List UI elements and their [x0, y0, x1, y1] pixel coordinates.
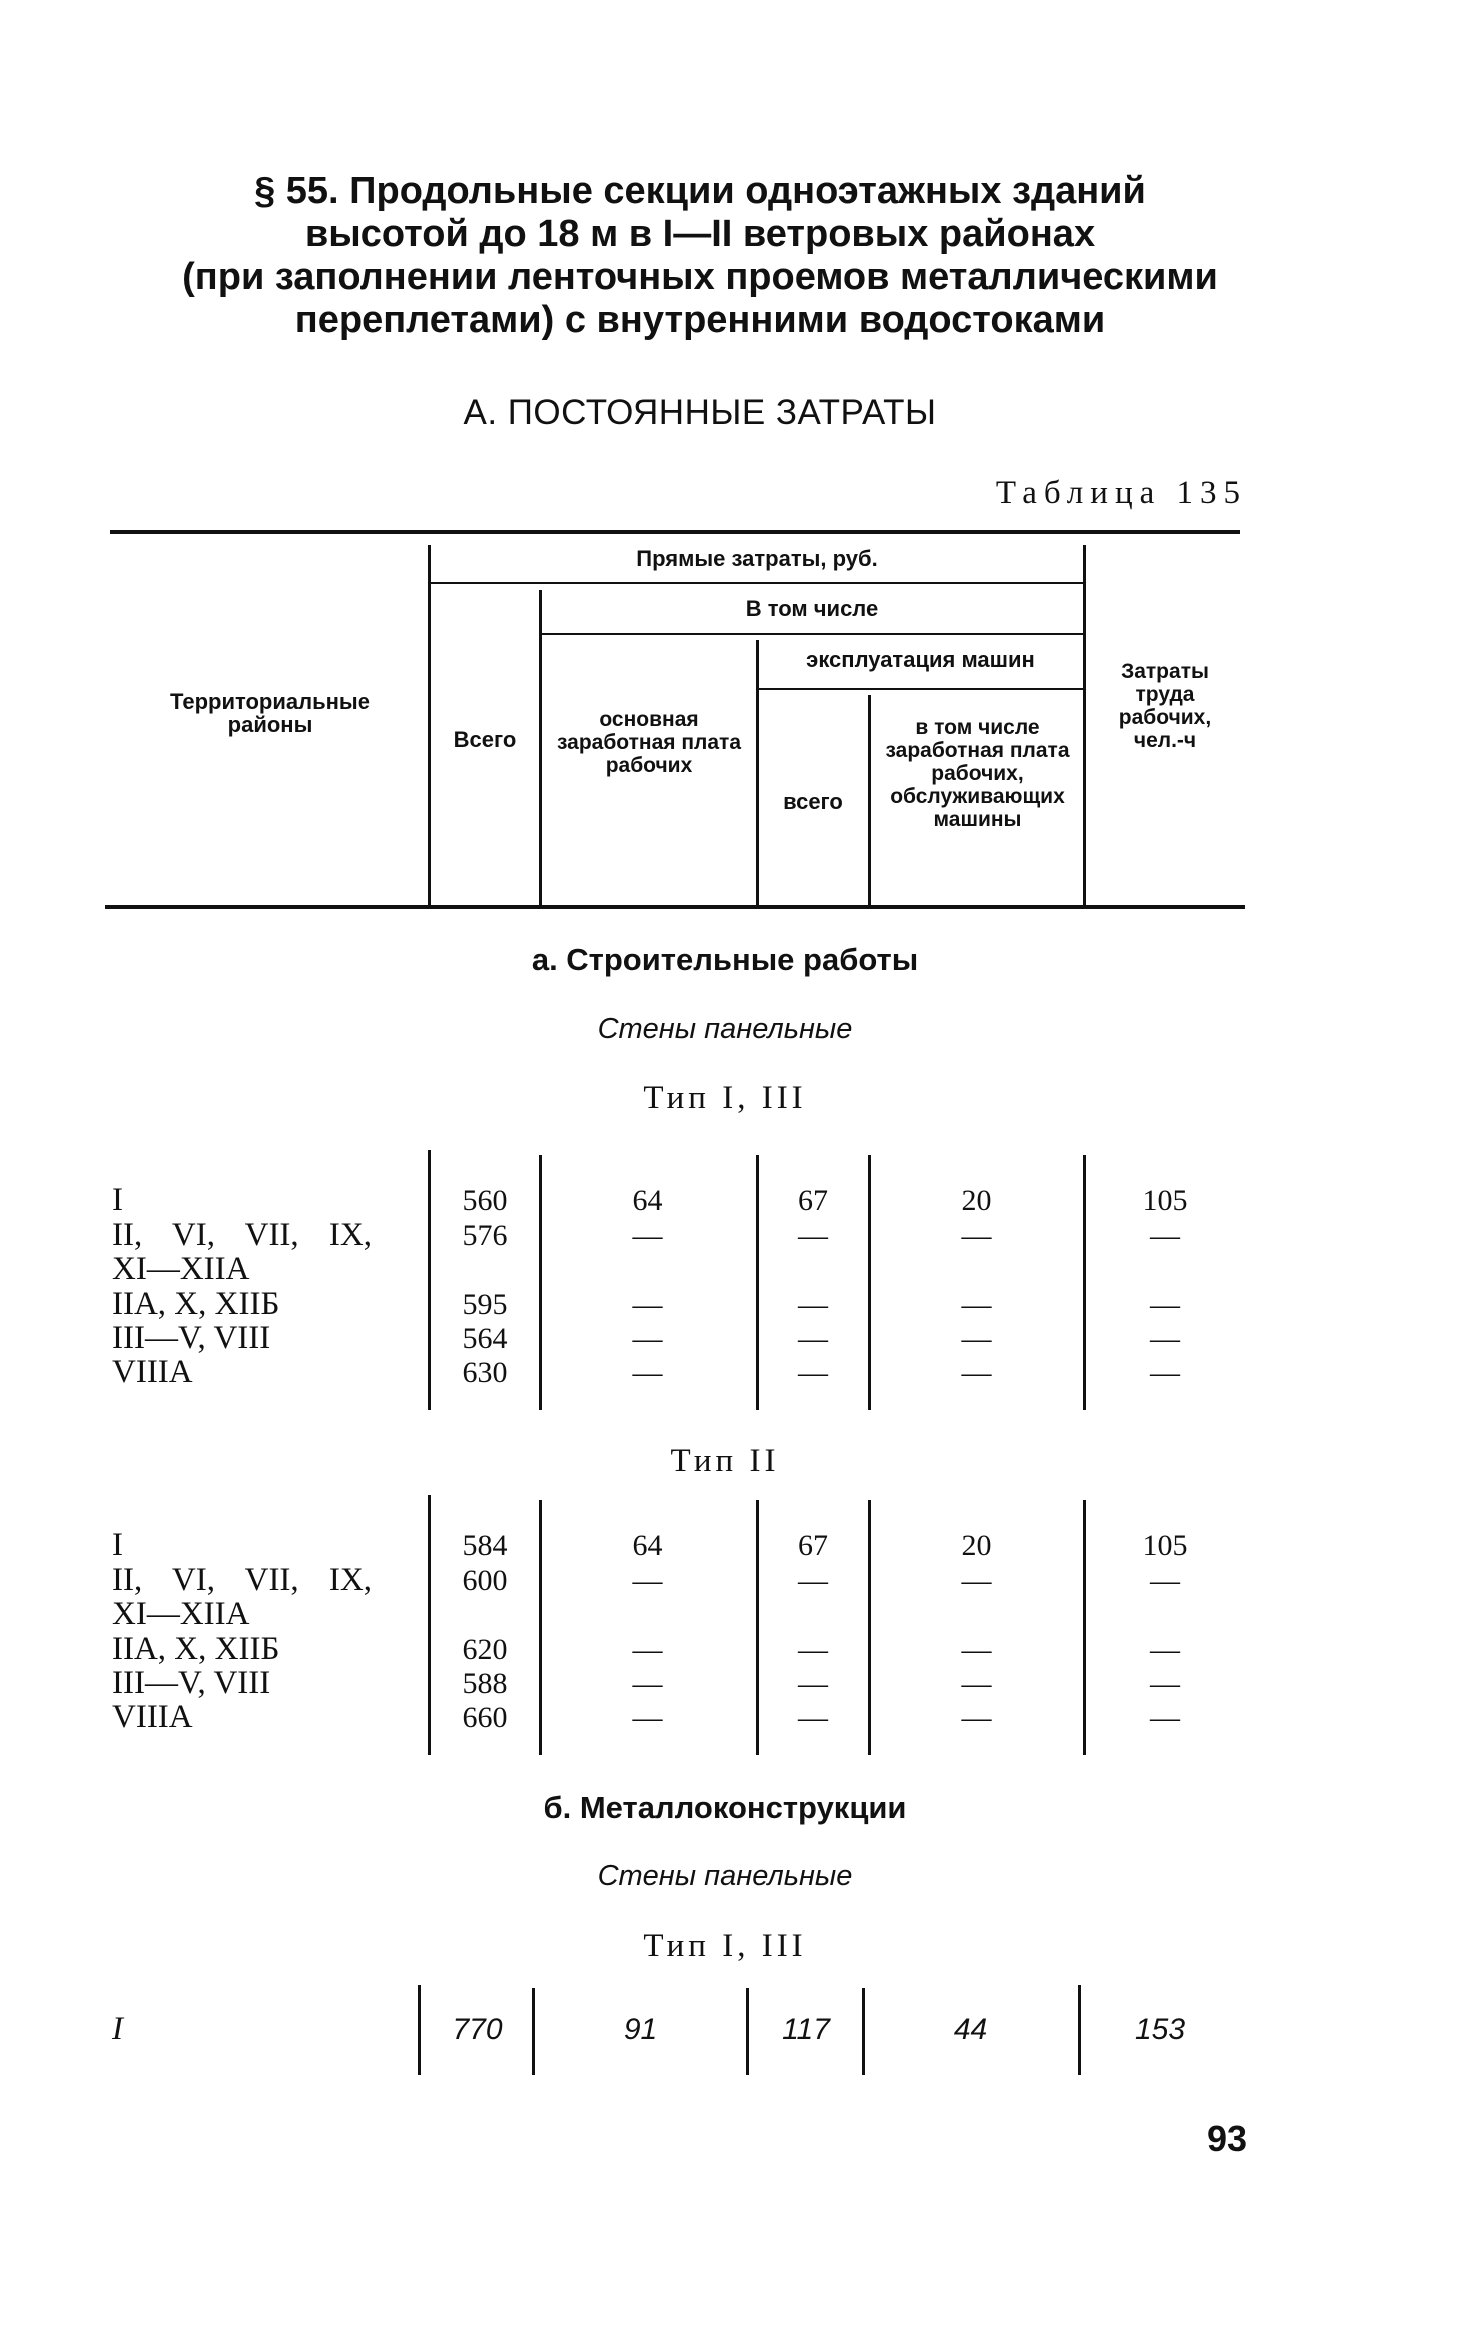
column-divider	[418, 1985, 421, 2075]
header-direct-costs: Прямые затраты, руб.	[636, 546, 878, 571]
section-a-walls: Стены панельные	[597, 1013, 853, 1045]
header-rule	[430, 582, 1084, 584]
region-cell: I	[112, 2011, 123, 2047]
section-a-title: а. Строительные работы	[531, 942, 919, 977]
section-b-title: б. Металлоконструкции	[543, 1790, 907, 1825]
column-divider	[868, 1155, 871, 1410]
machine-wage-cell: —	[961, 1288, 992, 1321]
header-including: В том числе	[745, 596, 879, 621]
machine-total-cell: —	[798, 1288, 828, 1321]
title-line: (при заполнении ленточных проемов металлическими	[182, 256, 1218, 298]
labor-cell: 153	[1134, 2013, 1186, 2046]
region-cell: XI—XIIA	[112, 1596, 250, 1632]
total-cell: 588	[462, 1667, 508, 1700]
base-wage-cell: —	[632, 1219, 663, 1252]
labor-cell: —	[1150, 1633, 1180, 1666]
header-labor-costs: Затраты труда рабочих, чел.-ч	[1118, 660, 1212, 752]
machine-total-cell: —	[798, 1219, 828, 1252]
header-regions: Территориальные районы	[170, 689, 370, 737]
machine-wage-cell: —	[961, 1633, 992, 1666]
region-cell: IIA, X, XIIБ	[112, 1286, 280, 1322]
column-divider	[862, 1988, 865, 2075]
base-wage-cell: —	[632, 1356, 663, 1389]
machine-wage-cell: —	[961, 1322, 992, 1355]
machine-total-cell: 117	[782, 2013, 830, 2046]
region-cell	[112, 1218, 417, 1253]
labor-cell: —	[1150, 1701, 1180, 1734]
machine-wage-cell: 44	[953, 2013, 988, 2046]
region-cell: I	[112, 1527, 123, 1563]
machine-total-cell: —	[798, 1356, 828, 1389]
header-rule	[541, 633, 1084, 635]
section-b-walls: Стены панельные	[597, 1860, 853, 1892]
region-cell: IIA, X, XIIБ	[112, 1631, 280, 1667]
labor-cell: —	[1150, 1356, 1180, 1389]
section-title	[150, 170, 1250, 342]
column-divider	[532, 1988, 535, 2075]
region-cell: III—V, VIII	[112, 1320, 271, 1356]
machine-total-cell: —	[798, 1322, 828, 1355]
labor-cell: —	[1150, 1288, 1180, 1321]
total-cell: 564	[462, 1322, 508, 1355]
header-base-wage: основная заработная плата рабочих	[556, 708, 742, 777]
base-wage-cell: —	[632, 1701, 663, 1734]
title-line: § 55. Продольные секции одноэтажных зданий	[254, 170, 1146, 212]
column-divider	[539, 1500, 542, 1755]
header-divider	[539, 590, 542, 905]
base-wage-cell: —	[632, 1667, 663, 1700]
column-divider	[1078, 1985, 1081, 2075]
column-divider	[868, 1500, 871, 1755]
header-total: Всего	[453, 727, 517, 752]
column-divider	[756, 1155, 759, 1410]
column-divider	[428, 1495, 431, 1755]
total-cell: 560	[462, 1184, 508, 1217]
region-cell: III—V, VIII	[112, 1665, 271, 1701]
table-top-rule	[110, 530, 1240, 534]
column-divider	[756, 1500, 759, 1755]
machine-wage-cell: 20	[961, 1184, 992, 1217]
section-a-type1: Тип I, III	[643, 1080, 807, 1116]
machine-wage-cell: —	[961, 1667, 992, 1700]
total-cell: 600	[462, 1564, 508, 1597]
base-wage-cell: 64	[632, 1184, 663, 1217]
labor-cell: —	[1150, 1564, 1180, 1597]
base-wage-cell: 91	[623, 2013, 658, 2046]
title-line: переплетами) с внутренними водостоками	[294, 299, 1106, 341]
region-cell	[112, 1563, 372, 1598]
machine-total-cell: —	[798, 1633, 828, 1666]
section-b-type1: Тип I, III	[643, 1928, 807, 1964]
labor-cell: —	[1150, 1219, 1180, 1252]
machine-total-cell: —	[798, 1667, 828, 1700]
labor-cell: 105	[1142, 1529, 1188, 1562]
column-divider	[746, 1988, 749, 2075]
table-header-bottom-rule	[105, 905, 1245, 909]
labor-cell: 105	[1142, 1184, 1188, 1217]
total-cell: 595	[462, 1288, 508, 1321]
title-line: высотой до 18 м в I—II ветровых районах	[304, 213, 1096, 255]
machine-wage-cell: —	[961, 1219, 992, 1252]
machine-total-cell: 67	[798, 1184, 828, 1217]
header-divider	[868, 695, 871, 905]
header-machine-wage: в том числе заработная плата рабочих, обслуживающих машины	[885, 716, 1070, 831]
total-cell: 576	[462, 1219, 508, 1252]
column-divider	[428, 1150, 431, 1410]
base-wage-cell: —	[632, 1633, 663, 1666]
region-text: II, VI, VII, IX,	[112, 1562, 372, 1598]
column-divider	[539, 1155, 542, 1410]
total-cell: 630	[462, 1356, 508, 1389]
machine-wage-cell: —	[961, 1564, 992, 1597]
page-number: 93	[1206, 2118, 1247, 2159]
header-machine-operation: эксплуатация машин	[806, 647, 1035, 672]
base-wage-cell: —	[632, 1564, 663, 1597]
labor-cell: —	[1150, 1322, 1180, 1355]
region-text: II, VI, VII, IX,	[112, 1217, 372, 1253]
region-cell: VIIIA	[112, 1354, 193, 1390]
header-divider	[1083, 545, 1086, 905]
header-divider	[756, 640, 759, 905]
header-machine-total: всего	[783, 789, 843, 814]
subtitle: А. ПОСТОЯННЫЕ ЗАТРАТЫ	[463, 393, 937, 432]
total-cell: 584	[462, 1529, 508, 1562]
region-cell: I	[112, 1182, 123, 1218]
column-divider	[1083, 1155, 1086, 1410]
machine-wage-cell: —	[961, 1701, 992, 1734]
total-cell: 620	[462, 1633, 508, 1666]
column-divider	[1083, 1500, 1086, 1755]
region-cell: XI—XIIA	[112, 1251, 250, 1287]
section-a-type2: Тип II	[670, 1443, 780, 1479]
machine-total-cell: 67	[798, 1529, 828, 1562]
machine-wage-cell: —	[961, 1356, 992, 1389]
total-cell: 770	[452, 2013, 503, 2046]
total-cell: 660	[462, 1701, 508, 1734]
machine-wage-cell: 20	[961, 1529, 992, 1562]
header-divider	[428, 545, 431, 905]
machine-total-cell: —	[798, 1701, 828, 1734]
labor-cell: —	[1150, 1667, 1180, 1700]
header-rule	[758, 688, 1084, 690]
region-cell: VIIIA	[112, 1699, 193, 1735]
machine-total-cell: —	[798, 1564, 828, 1597]
base-wage-cell: 64	[632, 1529, 663, 1562]
base-wage-cell: —	[632, 1288, 663, 1321]
table-label: Таблица 135	[995, 475, 1247, 511]
base-wage-cell: —	[632, 1322, 663, 1355]
